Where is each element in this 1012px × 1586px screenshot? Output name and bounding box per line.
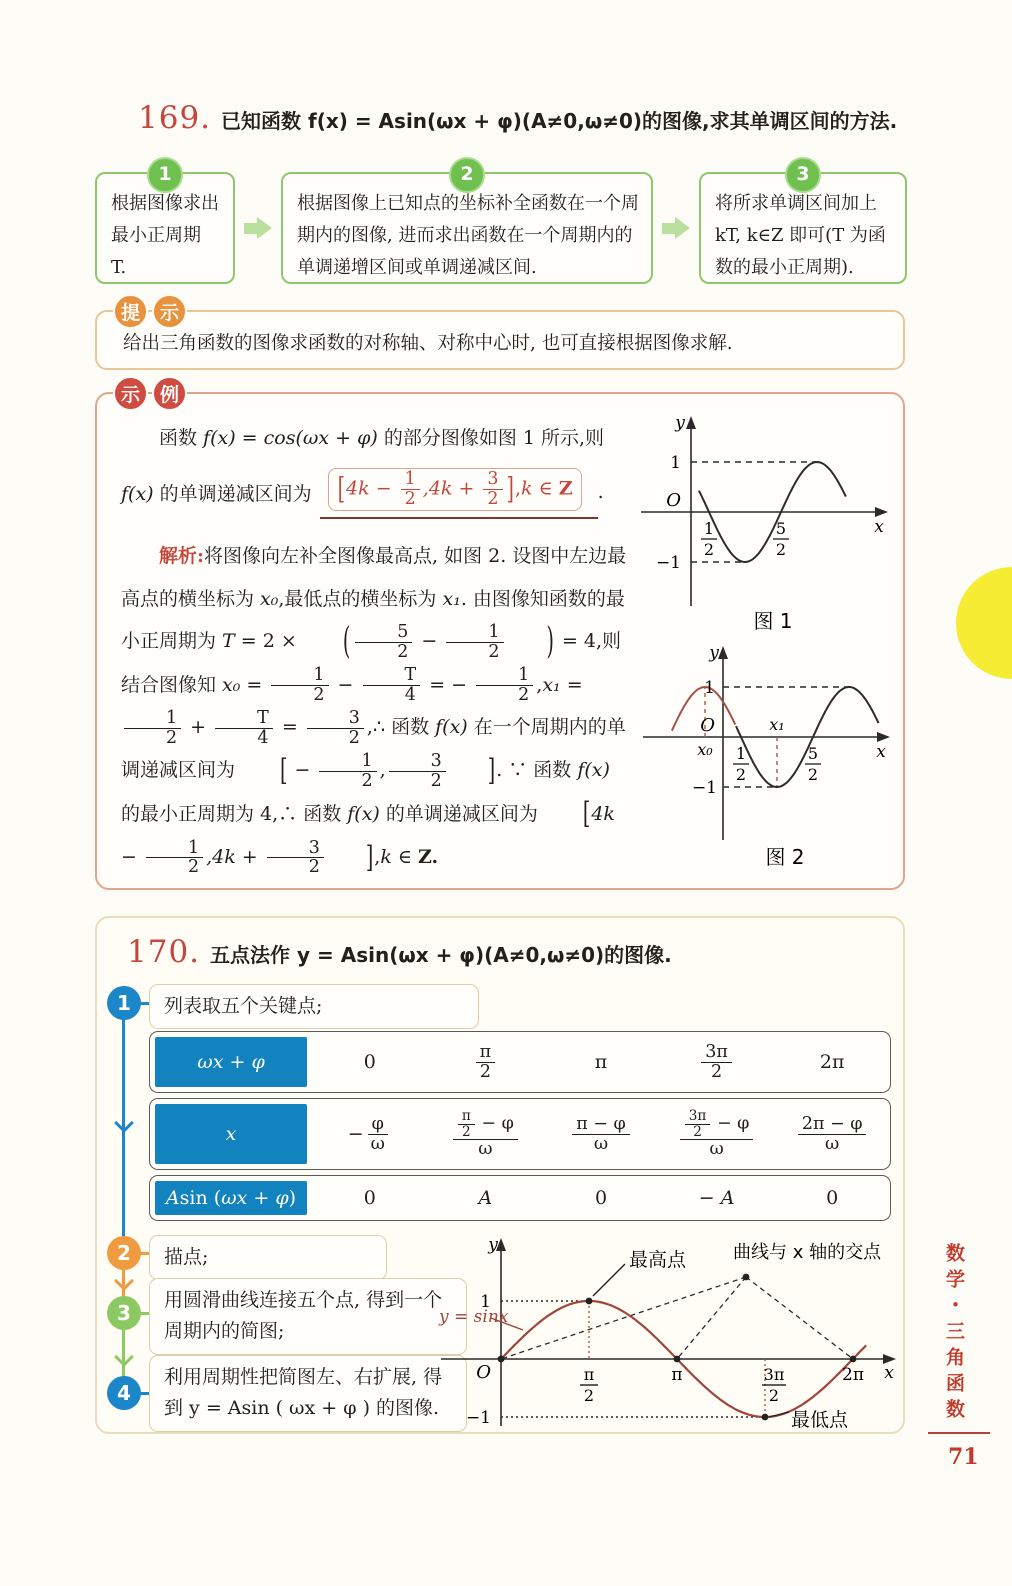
step-badge-3: 3: [107, 1296, 141, 1330]
point-max: [586, 1298, 593, 1305]
table-row-arg: [149, 1031, 891, 1093]
example-badge: [113, 376, 187, 411]
tick-5half-num: 5: [807, 744, 819, 763]
table-cell: $\frac{3\pi}{2}$ − φ ω: [659, 1099, 775, 1169]
tick-5half-den: 2: [775, 540, 787, 559]
flow-arrow-icon: [244, 217, 272, 239]
method-step-1-box: [95, 163, 235, 284]
step-badge-2: 2: [107, 1236, 141, 1270]
answer-expression: [4k − $\frac{1}{2}$ ,4k + $\frac{3}{2}$ ],k ∈ Z: [328, 468, 582, 511]
min-point-label: 最低点: [791, 1409, 849, 1431]
table-cell: π: [594, 1051, 608, 1073]
chapter-sidebar-label: 数学・三角函数: [943, 1243, 965, 1425]
sine-plot: [433, 1234, 903, 1434]
max-callout-line: [593, 1264, 625, 1296]
step-badge-1: 1: [107, 986, 141, 1020]
max-point-label: 最高点: [629, 1249, 687, 1271]
point-origin: [498, 1356, 505, 1363]
tick-neg1: −1: [655, 553, 681, 573]
flow-chevron-icon: [114, 1271, 134, 1291]
step-2-box: 描点;: [149, 1235, 387, 1280]
x-axis-cross-label: 曲线与 x 轴的交点: [733, 1242, 882, 1263]
example-badge-char-2: 例: [152, 376, 187, 411]
point-min: [762, 1414, 769, 1421]
tick-half-den: 2: [703, 540, 715, 559]
x-axis-arrow-icon: [877, 732, 890, 742]
x-axis-label: x: [876, 742, 886, 762]
origin-label: O: [666, 490, 681, 511]
step-2-badge: 2: [449, 157, 485, 193]
step-1-text: 根据图像求出最小正周期 T.: [111, 193, 219, 279]
method-step-2-box: [281, 163, 653, 284]
tick-pi: π: [671, 1365, 683, 1385]
table-cell: 0: [363, 1187, 376, 1209]
table-header-arg: ωx + φ: [155, 1037, 307, 1087]
flow-arrow-icon: [662, 217, 690, 239]
method-step-3-box: [699, 163, 907, 284]
table-header-x: x: [155, 1104, 307, 1164]
table-cell: $\frac{\pi}{2}$: [428, 1032, 544, 1092]
five-point-graph: [433, 1234, 903, 1438]
table-row-value: [149, 1175, 891, 1221]
tick-3pi-half-den: 2: [768, 1386, 780, 1405]
analysis-paragraph: 解析:将图像向左补全图像最高点, 如图 2. 设图中左边最高点的横坐标为 x₀,最低点的横坐标为 x₁. 由图像知函数的最小正周期为 T = 2 × ( $\frac{5}{2}$ − $\frac{1}{2}$ ) = 4,则结合图像知 x₀ = $\frac{1}{2}$ − $\frac{T}{4}$ = − $\frac{1}{2}$ ,x₁ = $\frac{1}{2}$ + $\frac{T}{4}$ = $\frac{3}{2}$ ,∴ 函数 f(x) 在一个周期内的单调递减区间为 [ − $\frac{1}{2}$ , $\frac{3}{2}$ ]. ∵ 函数 f(x) 的最小正周期为 4,∴ 函数 f(x) 的单调递减区间为 [4k − $\frac{1}{2}$ ,4k + $\frac{3}{2}$ ],k ∈ Z.: [121, 544, 627, 878]
hint-badge: [113, 294, 187, 329]
page-number: 71: [948, 1444, 979, 1470]
step-badge-4: 4: [107, 1376, 141, 1410]
tick-2pi: 2π: [842, 1365, 864, 1385]
x-axis-label: x: [884, 1363, 894, 1383]
step-3-text: 将所求单调区间加上 kT, k∈Z 即可(T 为函数的最小正周期).: [715, 193, 886, 279]
point-2pi: [850, 1356, 857, 1363]
tick-pi-half-den: 2: [583, 1386, 595, 1405]
x-axis-label: x: [874, 517, 884, 537]
table-cell: − $\frac{\varphi}{\omega}$: [312, 1099, 428, 1169]
figure-2-plot: [635, 642, 897, 870]
table-cell: $\frac{2\pi - \varphi}{\omega}$: [774, 1099, 890, 1169]
hint-badge-char-2: 示: [152, 294, 187, 329]
y-axis-arrow-icon: [686, 416, 696, 429]
y-axis-label: y: [675, 413, 685, 433]
answer-period: .: [597, 481, 604, 504]
tick-3pi-half-num: 3π: [763, 1365, 785, 1384]
tick-5half-den: 2: [807, 765, 819, 784]
table-cell: $\frac{\pi - \varphi}{\omega}$: [543, 1099, 659, 1169]
y-axis-label: y: [488, 1235, 498, 1255]
table-cell: $\frac{\pi}{2}$ − φ ω: [428, 1099, 544, 1169]
item-169-heading: [138, 100, 918, 136]
item-170-title: 五点法作 y = Asin(ωx + φ)(A≠0,ω≠0)的图像.: [210, 943, 672, 967]
sidebar-divider: [928, 1432, 990, 1434]
point-pi: [674, 1356, 681, 1363]
item-169-title: 已知函数 f(x) = Asin(ωx + φ)(A≠0,ω≠0)的图像,求其单调区间的方法.: [221, 109, 898, 133]
figure-2-caption: 图 2: [765, 845, 805, 869]
item-170-heading: [127, 934, 672, 970]
method-steps-169: [95, 163, 907, 284]
tick-neg1: −1: [691, 778, 717, 798]
figure-2: [635, 642, 897, 874]
tick-1: 1: [670, 453, 681, 473]
table-cell: 2π: [819, 1051, 845, 1073]
table-cell: 0: [363, 1051, 376, 1073]
table-cell: $\frac{3\pi}{2}$: [659, 1032, 775, 1092]
question-answer-row: [121, 466, 627, 519]
flow-chevron-icon: [114, 1347, 134, 1367]
x1-label: x₁: [769, 715, 785, 734]
example-box: [95, 384, 905, 890]
hint-badge-char-1: 提: [113, 294, 148, 329]
tick-1: 1: [480, 1292, 491, 1312]
item-169-number: 169.: [138, 100, 212, 136]
step-4-box: 利用周期性把简图左、右扩展, 得到 y = Asin ( ωx + φ ) 的图像.: [149, 1355, 467, 1432]
figure-1: [635, 412, 897, 638]
hint-box: [95, 302, 905, 370]
item-170-box: [95, 916, 905, 1434]
function-label: y = sinx: [439, 1307, 509, 1327]
figure-1-caption: 图 1: [753, 609, 793, 633]
table-cell: 0: [594, 1187, 608, 1209]
table-cell: 0: [826, 1187, 839, 1209]
step-3-box: 用圆滑曲线连接五个点, 得到一个周期内的简图;: [149, 1278, 467, 1355]
step-1-box: 列表取五个关键点;: [149, 984, 479, 1029]
step-3-badge: 3: [785, 157, 821, 193]
table-row-x: [149, 1098, 891, 1170]
leader-to-origin: [501, 1277, 746, 1359]
tick-half-num: 1: [703, 519, 715, 538]
question-line-2: f(x) 的单调递减区间为: [121, 482, 312, 505]
origin-label: O: [700, 715, 715, 736]
example-badge-char-1: 示: [113, 376, 148, 411]
table-cell: A: [478, 1187, 493, 1209]
answer-blank-line: [320, 466, 598, 519]
x0-label: x₀: [697, 740, 713, 759]
step-2-text: 根据图像上已知点的坐标补全函数在一个周期内的图像, 进而求出函数在一个周期内的单调递增区间或单调递减区间.: [297, 193, 639, 279]
y-axis-label: y: [709, 643, 719, 663]
question-line-1: 函数 f(x) = cos(ωx + φ) 的部分图像如图 1 所示,则: [159, 427, 605, 449]
flow-chevron-icon: [114, 1113, 134, 1133]
hint-text: 给出三角函数的图像求函数的对称轴、对称中心时, 也可直接根据图像求解.: [123, 333, 733, 354]
tick-1: 1: [704, 678, 715, 698]
tick-neg1: −1: [465, 1408, 491, 1428]
tick-half-den: 2: [735, 765, 747, 784]
tick-half-num: 1: [735, 744, 747, 763]
figure-1-plot: [635, 412, 897, 634]
table-cell: − A: [698, 1187, 735, 1209]
leader-junction: [743, 1274, 750, 1281]
step-1-badge: 1: [147, 157, 183, 193]
table-header-value: A sin ( ωx + φ ): [155, 1181, 307, 1215]
example-text-column: [121, 420, 627, 879]
origin-label: O: [476, 1362, 491, 1383]
tick-pi-half-num: π: [583, 1365, 595, 1384]
leader-to-pi: [677, 1277, 746, 1359]
chapter-tab-marker: [956, 567, 1012, 679]
x-axis-arrow-icon: [875, 507, 888, 517]
tick-5half-num: 5: [775, 519, 787, 538]
leader-to-2pi: [746, 1277, 853, 1359]
y-axis-arrow-icon: [718, 646, 728, 659]
item-170-number: 170.: [127, 934, 201, 970]
